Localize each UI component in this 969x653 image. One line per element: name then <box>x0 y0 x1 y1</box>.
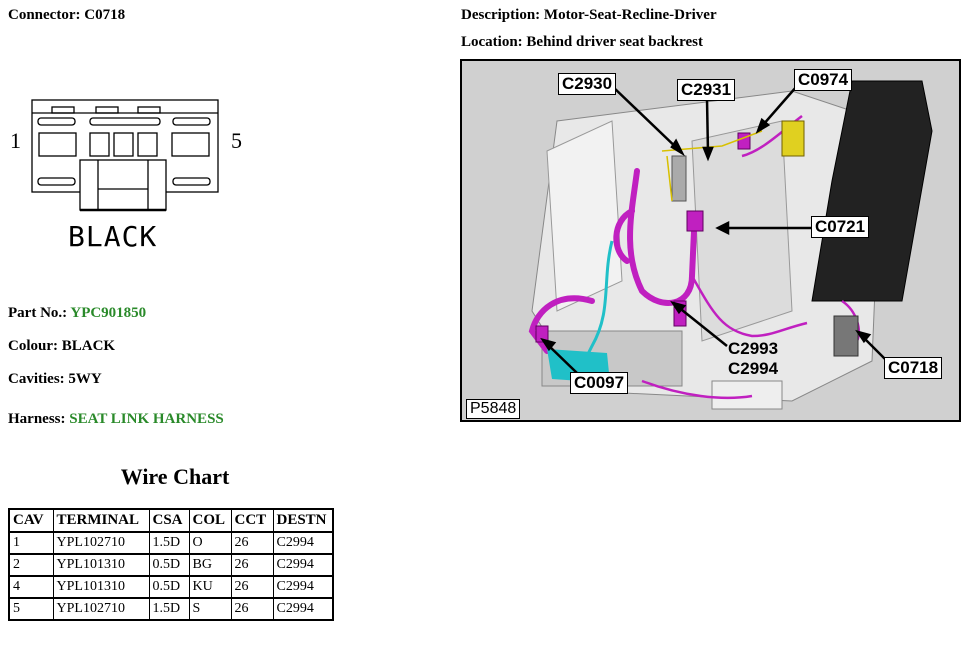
colour-line <box>8 337 115 355</box>
callout-c0718[interactable]: C0718 <box>884 357 942 379</box>
wire-chart-table <box>8 508 334 621</box>
part-no-value[interactable]: YPC901850 <box>70 305 147 321</box>
cell-csa: 1.5D <box>149 598 189 620</box>
callout-c0721[interactable]: C0721 <box>811 216 869 238</box>
description-label: Description: <box>461 7 541 23</box>
connector-heading <box>8 6 125 24</box>
cell-destn[interactable]: C2994 <box>273 598 333 620</box>
cell-col: O <box>189 532 231 554</box>
pin-1-label: 1 <box>10 128 21 153</box>
callout-c2993[interactable]: C2993 <box>728 339 779 358</box>
cell-cct: 26 <box>231 576 273 598</box>
cell-cav: 5 <box>9 598 53 620</box>
harness-value[interactable]: SEAT LINK HARNESS <box>69 411 224 427</box>
cell-terminal: YPL102710 <box>53 598 149 620</box>
header-terminal: TERMINAL <box>53 509 149 532</box>
connector-face-diagram <box>10 85 255 260</box>
pin-5-label: 5 <box>231 128 242 153</box>
part-no-label: Part No.: <box>8 305 68 321</box>
colour-value: BLACK <box>61 338 116 354</box>
cell-cav: 4 <box>9 576 53 598</box>
header-cct: CCT <box>231 509 273 532</box>
table-row <box>9 532 333 554</box>
connector-color-text: BLACK <box>68 220 158 253</box>
cell-csa: 0.5D <box>149 554 189 576</box>
figure-id-label: P5848 <box>466 399 520 419</box>
table-row <box>9 576 333 598</box>
cell-destn[interactable]: C2994 <box>273 576 333 598</box>
colour-label: Colour: <box>8 338 58 354</box>
cavities-line <box>8 370 102 388</box>
cell-csa: 0.5D <box>149 576 189 598</box>
callout-c0097[interactable]: C0097 <box>570 372 628 394</box>
cell-col: S <box>189 598 231 620</box>
header-csa: CSA <box>149 509 189 532</box>
callout-c2994[interactable]: C2994 <box>728 359 779 378</box>
callout-c0974[interactable]: C0974 <box>794 69 852 91</box>
cavities-label: Cavities: <box>8 371 65 387</box>
location-value: Behind driver seat backrest <box>526 34 703 50</box>
callout-c2931[interactable]: C2931 <box>677 79 735 101</box>
cell-cct: 26 <box>231 554 273 576</box>
cell-col: KU <box>189 576 231 598</box>
header-cav: CAV <box>9 509 53 532</box>
cell-terminal: YPL101310 <box>53 576 149 598</box>
connector-value: C0718 <box>84 7 126 23</box>
part-no-line <box>8 304 146 322</box>
description-line <box>461 6 717 24</box>
harness-line <box>8 410 224 428</box>
cell-col: BG <box>189 554 231 576</box>
location-label: Location: <box>461 34 523 50</box>
header-col: COL <box>189 509 231 532</box>
cell-terminal: YPL102710 <box>53 532 149 554</box>
location-figure <box>460 59 961 422</box>
table-row <box>9 598 333 620</box>
cell-destn[interactable]: C2994 <box>273 532 333 554</box>
cell-csa: 1.5D <box>149 532 189 554</box>
location-line <box>461 33 703 51</box>
callout-c2930[interactable]: C2930 <box>558 73 616 95</box>
cell-terminal: YPL101310 <box>53 554 149 576</box>
header-destn: DESTN <box>273 509 333 532</box>
cell-cav: 2 <box>9 554 53 576</box>
harness-label: Harness: <box>8 411 66 427</box>
description-value: Motor-Seat-Recline-Driver <box>543 7 717 23</box>
wire-chart-title: Wire Chart <box>120 464 230 489</box>
table-row <box>9 554 333 576</box>
cell-cav: 1 <box>9 532 53 554</box>
connector-label: Connector: <box>8 7 81 23</box>
cell-cct: 26 <box>231 598 273 620</box>
table-header-row <box>9 509 333 532</box>
cavities-value: 5WY <box>68 371 102 387</box>
cell-cct: 26 <box>231 532 273 554</box>
cell-destn[interactable]: C2994 <box>273 554 333 576</box>
